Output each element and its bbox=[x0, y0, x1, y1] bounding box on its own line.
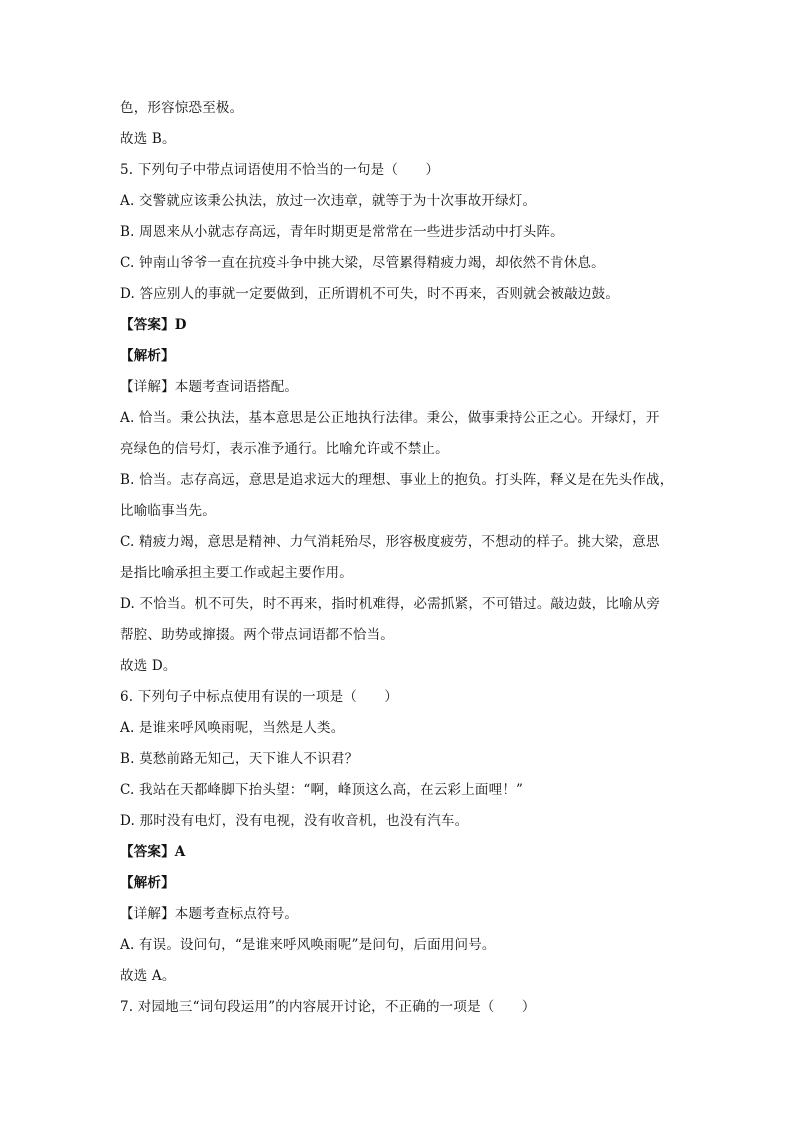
text-line: A. 恰当。秉公执法，基本意思是公正地执行法律。秉公，做事秉持公正之心。开绿灯，开 bbox=[120, 410, 660, 426]
option-c: C. 我站在天都峰脚下抬头望：“啊，峰顶这么高，在云彩上面哩！” bbox=[120, 782, 524, 798]
analysis-label: 【解析】 bbox=[120, 875, 175, 891]
text-line: 帮腔、助势或撺掇。两个带点词语都不恰当。 bbox=[120, 627, 394, 643]
text-line: 亮绿色的信号灯，表示准予通行。比喻允许或不禁止。 bbox=[120, 441, 449, 457]
answer-label: 【答案】A bbox=[120, 844, 186, 860]
text-line: C. 精疲力竭，意思是精神、力气消耗殆尽，形容极度疲劳，不想动的样子。挑大梁，意思 bbox=[120, 534, 660, 550]
option-c: C. 钟南山爷爷一直在抗疫斗争中挑大梁，尽管累得精疲力竭，却依然不肯休息。 bbox=[120, 255, 605, 271]
option-d: D. 那时没有电灯，没有电视，没有收音机，也没有汽车。 bbox=[120, 813, 469, 829]
question-stem: 7. 对园地三“词句段运用”的内容展开讨论，不正确的一项是（ ） bbox=[120, 999, 536, 1015]
text-line: 故选 A。 bbox=[120, 968, 176, 984]
option-d: D. 答应别人的事就一定要做到，正所谓机不可失，时不再来，否则就会被敲边鼓。 bbox=[120, 286, 620, 302]
question-stem: 6. 下列句子中标点使用有误的一项是（ ） bbox=[120, 689, 399, 705]
document-page bbox=[120, 98, 680, 1028]
text-line: B. 恰当。志存高远，意思是追求远大的理想、事业上的抱负。打头阵，释义是在先头作战， bbox=[120, 472, 674, 488]
option-a: A. 是谁来呼风唤雨呢，当然是人类。 bbox=[120, 720, 345, 736]
text-line: 色，形容惊恐至极。 bbox=[120, 100, 244, 116]
detail-text: 【详解】本题考查词语搭配。 bbox=[120, 379, 299, 395]
analysis-label: 【解析】 bbox=[120, 348, 175, 364]
option-b: B. 周恩来从小就志存高远，青年时期更是常常在一些进步活动中打头阵。 bbox=[120, 224, 564, 240]
text-line: A. 有误。设问句，“是谁来呼风唤雨呢”是问句，后面用问号。 bbox=[120, 937, 496, 953]
option-a: A. 交警就应该秉公执法，放过一次违章，就等于为十次事故开绿灯。 bbox=[120, 193, 537, 209]
text-line: 比喻临事当先。 bbox=[120, 503, 216, 519]
option-b: B. 莫愁前路无知己，天下谁人不识君？ bbox=[120, 751, 359, 767]
text-line: D. 不恰当。机不可失，时不再来，指时机难得，必需抓紧，不可错过。敲边鼓，比喻从旁 bbox=[120, 596, 661, 612]
question-stem: 5. 下列句子中带点词语使用不恰当的一句是（ ） bbox=[120, 162, 440, 178]
text-line: 是指比喻承担主要工作或起主要作用。 bbox=[120, 565, 353, 581]
detail-text: 【详解】本题考查标点符号。 bbox=[120, 906, 299, 922]
text-line: 故选 B。 bbox=[120, 131, 176, 147]
text-line: 故选 D。 bbox=[120, 658, 177, 674]
answer-label: 【答案】D bbox=[120, 317, 187, 333]
